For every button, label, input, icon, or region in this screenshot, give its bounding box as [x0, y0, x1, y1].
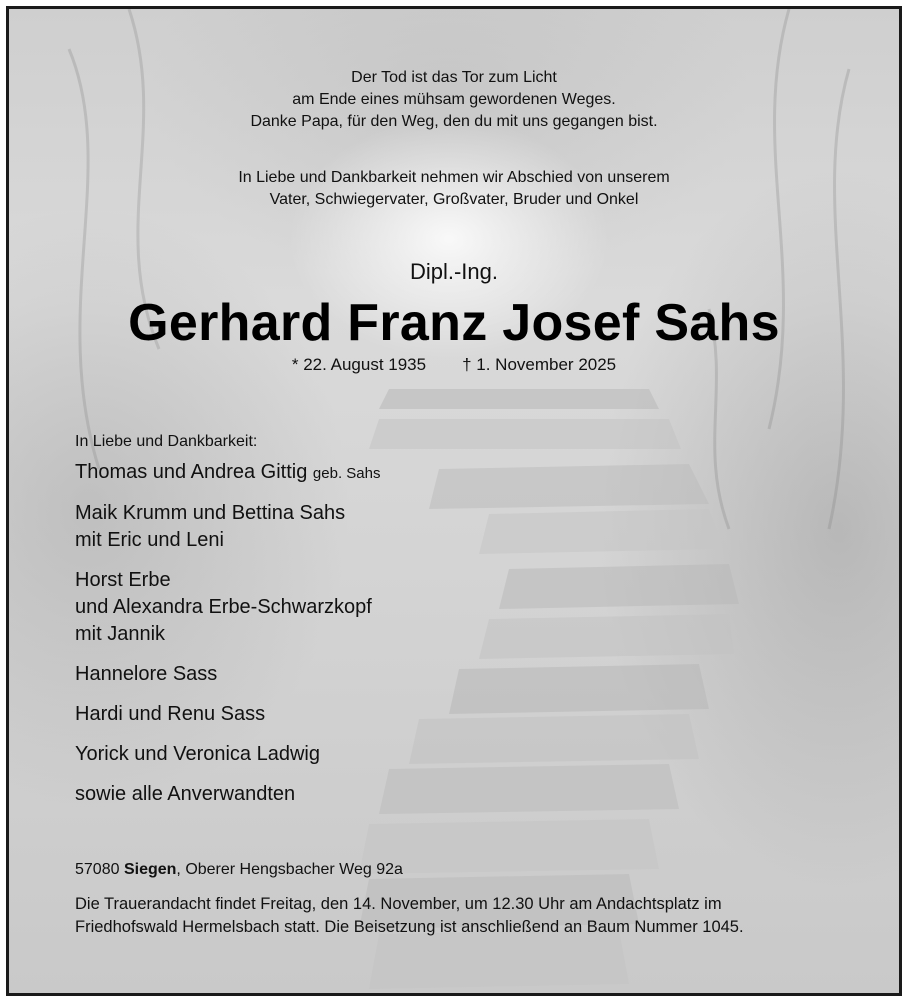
address-city: Siegen — [123, 861, 177, 878]
service-line: Die Trauerandacht findet Freitag, den 14. November, um 12.30 Uhr am Andachtsplatz im — [75, 895, 722, 913]
mourners-list — [75, 433, 775, 821]
poem — [9, 67, 899, 133]
address — [75, 861, 403, 879]
birth-date: * 22. August 1935 — [291, 355, 427, 374]
intro-line: In Liebe und Dankbarkeit nehmen wir Abschied von unserem — [238, 169, 670, 186]
intro-line: Vater, Schwiegervater, Großvater, Bruder und Onkel — [269, 191, 639, 208]
address-street: , Oberer Hengsbacher Weg 92a — [176, 861, 403, 878]
service-info — [75, 893, 855, 939]
mourner-group — [75, 500, 775, 554]
mourner-name: mit Jannik — [75, 623, 166, 645]
life-dates — [9, 355, 899, 375]
poem-line: am Ende eines mühsam gewordenen Weges. — [292, 91, 616, 108]
mourner-name: Hardi und Renu Sass — [75, 703, 266, 725]
mourner-group — [75, 701, 775, 728]
poem-line: Der Tod ist das Tor zum Licht — [351, 69, 557, 86]
mourner-group — [75, 781, 775, 808]
service-line: Friedhofswald Hermelsbach statt. Die Beisetzung ist anschließend an Baum Nummer 1045. — [75, 918, 744, 936]
death-date: † 1. November 2025 — [462, 355, 617, 374]
mourner-name: Maik Krumm und Bettina Sahs — [75, 502, 346, 524]
mourner-group — [75, 567, 775, 648]
deceased-name: Gerhard Franz Josef Sahs — [128, 294, 780, 352]
mourner-name: und Alexandra Erbe-Schwarzkopf — [75, 596, 372, 618]
mourner-name: Horst Erbe — [75, 569, 171, 591]
mourner-name: Hannelore Sass — [75, 663, 218, 685]
address-zip: 57080 — [75, 861, 120, 878]
mourner-group — [75, 741, 775, 768]
mourner-name: mit Eric und Leni — [75, 529, 224, 551]
mourner-name: Thomas und Andrea Gittig — [75, 461, 308, 483]
maiden-name-note: geb. Sahs — [312, 465, 381, 482]
poem-line: Danke Papa, für den Weg, den du mit uns gegangen bist. — [250, 113, 658, 130]
mourner-name: Yorick und Veronica Ladwig — [75, 743, 320, 765]
academic-title: Dipl.-Ing. — [409, 259, 499, 284]
mourner-group — [75, 661, 775, 688]
mourners-lead: In Liebe und Dankbarkeit: — [75, 433, 258, 450]
mourner-group — [75, 459, 775, 487]
intro-text — [9, 167, 899, 211]
mourner-name: sowie alle Anverwandten — [75, 783, 296, 805]
obituary-frame — [6, 6, 902, 996]
